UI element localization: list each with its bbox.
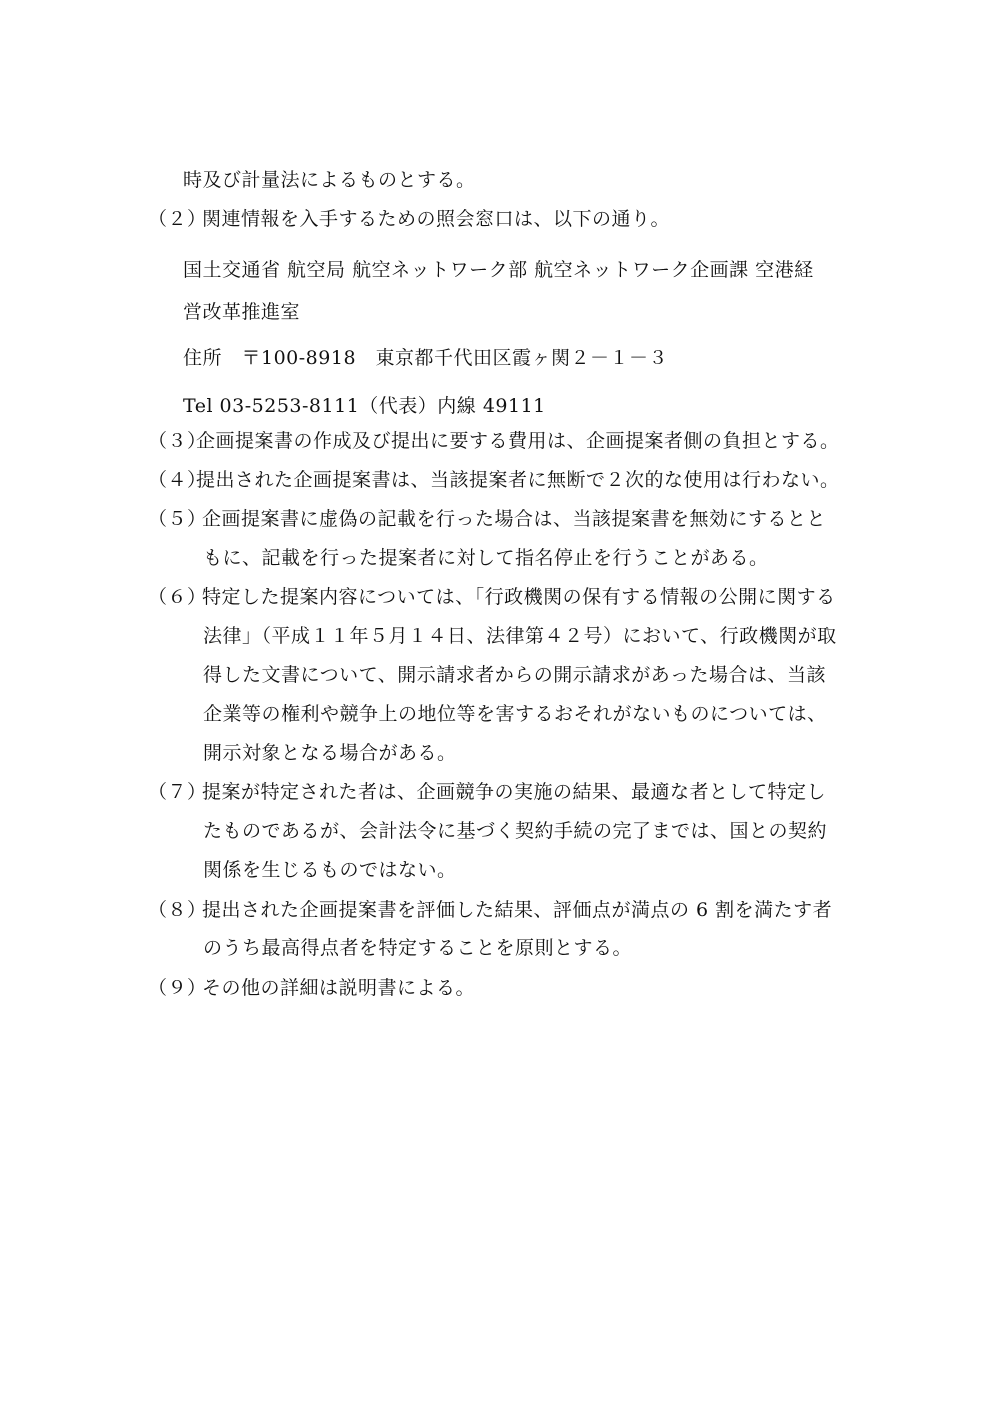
- item-text: 関連情報を入手するための照会窓口は、以下の通り。: [202, 208, 671, 230]
- item-text: 企画提案書の作成及び提出に要する費用は、企画提案者側の負担とする。: [196, 430, 840, 452]
- list-item-8: [148, 898, 832, 922]
- item-number: （７）: [148, 781, 207, 803]
- list-item-4: [148, 468, 840, 492]
- item-text: 企画提案書に虚偽の記載を行った場合は、当該提案書を無効にするとと: [202, 508, 827, 530]
- previous-item-continuation: 時及び計量法によるものとする。: [183, 169, 476, 191]
- list-item-9: [148, 976, 475, 1000]
- item-text: 特定した提案内容については、「行政機関の保有する情報の公開に関する: [202, 586, 836, 608]
- list-item-7: [148, 780, 826, 804]
- list-item-6-continuation: 開示対象となる場合がある。: [203, 742, 457, 764]
- contact-telephone: Tel 03-5253-8111（代表）内線 49111: [183, 395, 546, 417]
- contact-organization-line-1: 国土交通省 航空局 航空ネットワーク部 航空ネットワーク企画課 空港経: [183, 259, 814, 281]
- list-item-8-continuation: のうち最高得点者を特定することを原則とする。: [203, 937, 633, 959]
- item-number: （６）: [148, 586, 207, 608]
- list-item-5: [148, 507, 826, 531]
- item-number: （９）: [148, 977, 207, 999]
- item-number: （４）: [148, 469, 207, 491]
- list-item-3: [148, 429, 840, 453]
- list-item-5-continuation: もに、記載を行った提案者に対して指名停止を行うことがある。: [203, 547, 769, 569]
- contact-address: 住所 〒100-8918 東京都千代田区霞ヶ関２－１－３: [183, 347, 669, 369]
- list-item-7-continuation: 関係を生じるものではない。: [203, 859, 457, 881]
- list-item-7-continuation: たものであるが、会計法令に基づく契約手続の完了までは、国との契約: [203, 820, 828, 842]
- list-item-6-continuation: 法律」（平成１１年５月１４日、法律第４２号）において、行政機関が取: [203, 625, 837, 647]
- list-item-6-continuation: 企業等の権利や競争上の地位等を害するおそれがないものについては、: [203, 703, 827, 725]
- item-number: （５）: [148, 508, 207, 530]
- item-text: その他の詳細は説明書による。: [202, 977, 476, 999]
- item-text: 提案が特定された者は、企画競争の実施の結果、最適な者として特定し: [202, 781, 827, 803]
- item-text: 提出された企画提案書は、当該提案者に無断で２次的な使用は行わない。: [196, 469, 840, 491]
- list-item-2: [148, 207, 670, 231]
- item-number: （８）: [148, 899, 207, 921]
- item-number: （３）: [148, 430, 207, 452]
- list-item-6: [148, 585, 836, 609]
- contact-organization-line-2: 営改革推進室: [183, 301, 301, 323]
- item-text: 提出された企画提案書を評価した結果、評価点が満点の 6 割を満たす者: [202, 899, 833, 921]
- item-number: （２）: [148, 208, 207, 230]
- list-item-6-continuation: 得した文書について、開示請求者からの開示請求があった場合は、当該: [203, 664, 827, 686]
